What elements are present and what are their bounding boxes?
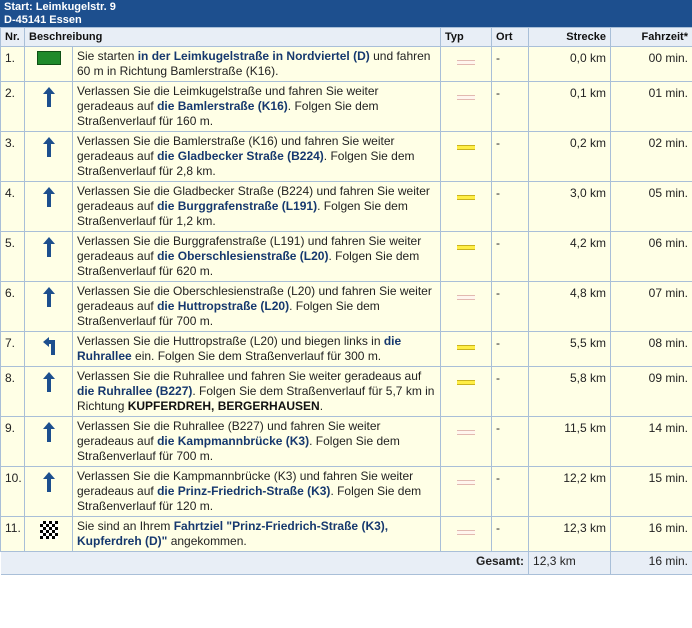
step-description: Verlassen Sie die Kampmannbrücke (K3) und fahren Sie weiter geradeaus auf die Prinz-Friedrich-Straße (K3). Folgen Sie dem Straßenverlauf für 120 m. [73, 467, 441, 517]
road-type-icon [457, 480, 475, 485]
step-number: 5. [1, 232, 25, 282]
step-distance: 5,5 km [529, 332, 611, 367]
total-time: 16 min. [611, 552, 692, 575]
step-location: - [492, 182, 529, 232]
step-distance: 4,8 km [529, 282, 611, 332]
turn-left-icon [40, 345, 58, 359]
col-header-strecke: Strecke [529, 28, 611, 47]
step-description: Sie sind an Ihrem Fahrtziel "Prinz-Friedrich-Straße (K3), Kupferdreh (D)" angekommen. [73, 517, 441, 552]
arrow-up-icon [42, 432, 56, 446]
route-table [0, 27, 692, 575]
route-step-row [1, 232, 692, 282]
step-number: 2. [1, 82, 25, 132]
step-location: - [492, 467, 529, 517]
road-type [441, 182, 492, 232]
road-type [441, 332, 492, 367]
step-location: - [492, 282, 529, 332]
total-distance: 12,3 km [529, 552, 611, 575]
step-number: 10. [1, 467, 25, 517]
arrow-up-icon [42, 247, 56, 261]
arrow-up-icon [42, 147, 56, 161]
step-time: 02 min. [611, 132, 692, 182]
road-type-icon [457, 345, 475, 350]
road-type [441, 417, 492, 467]
road-type-icon [457, 530, 475, 535]
step-time: 06 min. [611, 232, 692, 282]
step-time: 15 min. [611, 467, 692, 517]
step-number: 7. [1, 332, 25, 367]
step-number: 8. [1, 367, 25, 417]
road-type [441, 232, 492, 282]
step-distance: 0,0 km [529, 47, 611, 82]
road-type [441, 132, 492, 182]
step-time: 05 min. [611, 182, 692, 232]
step-time: 08 min. [611, 332, 692, 367]
direction-name: KUPFERDREH, BERGERHAUSEN [127, 399, 320, 413]
step-description: Verlassen Sie die Gladbecker Straße (B224) und fahren Sie weiter geradeaus auf die Burggrafenstraße (L191). Folgen Sie dem Straßenverlauf für 1,2 km. [73, 182, 441, 232]
step-distance: 12,3 km [529, 517, 611, 552]
step-distance: 5,8 km [529, 367, 611, 417]
arrow-up-icon [42, 382, 56, 396]
step-number: 6. [1, 282, 25, 332]
start-icon [37, 54, 61, 68]
road-type [441, 282, 492, 332]
step-description: Verlassen Sie die Burggrafenstraße (L191) und fahren Sie weiter geradeaus auf die Oberschlesienstraße (L20). Folgen Sie dem Straßenverlauf für 620 m. [73, 232, 441, 282]
step-description: Verlassen Sie die Ruhrallee (B227) und fahren Sie weiter geradeaus auf die Kampmannbrücke (K3). Folgen Sie dem Straßenverlauf für 700 m. [73, 417, 441, 467]
road-type-icon [457, 195, 475, 200]
step-distance: 0,1 km [529, 82, 611, 132]
arrow-up-icon [42, 197, 56, 211]
street-name: die Gladbecker Straße (B224) [157, 149, 324, 163]
road-type-icon [457, 60, 475, 65]
col-header-beschreibung: Beschreibung [25, 28, 441, 47]
route-step-row [1, 517, 692, 552]
step-time: 16 min. [611, 517, 692, 552]
street-name: die Burggrafenstraße (L191) [157, 199, 318, 213]
total-row [1, 552, 692, 575]
start-city-line: D-45141 Essen [4, 14, 82, 26]
road-type [441, 82, 492, 132]
table-header-row [1, 28, 692, 47]
route-step-row [1, 467, 692, 517]
step-number: 3. [1, 132, 25, 182]
total-label: Gesamt: [1, 552, 529, 575]
step-distance: 12,2 km [529, 467, 611, 517]
step-time: 01 min. [611, 82, 692, 132]
step-location: - [492, 367, 529, 417]
street-name: Fahrtziel "Prinz-Friedrich-Straße (K3), Kupferdreh (D)" [77, 519, 389, 548]
step-time: 00 min. [611, 47, 692, 82]
street-name: die Ruhrallee [77, 334, 402, 363]
street-name: die Prinz-Friedrich-Straße (K3) [157, 484, 331, 498]
step-location: - [492, 47, 529, 82]
step-location: - [492, 82, 529, 132]
road-type [441, 467, 492, 517]
step-distance: 0,2 km [529, 132, 611, 182]
step-description: Verlassen Sie die Huttropstraße (L20) und biegen links in die Ruhrallee ein. Folgen Sie dem Straßenverlauf für 300 m. [73, 332, 441, 367]
step-location: - [492, 417, 529, 467]
step-description: Sie starten in der Leimkugelstraße in Nordviertel (D) und fahren 60 m in Richtung Bamlerstraße (K16). [73, 47, 441, 82]
step-number: 4. [1, 182, 25, 232]
route-step-row [1, 367, 692, 417]
road-type [441, 367, 492, 417]
road-type [441, 47, 492, 82]
street-name: die Huttropstraße (L20) [157, 299, 290, 313]
road-type-icon [457, 295, 475, 300]
step-number: 1. [1, 47, 25, 82]
route-step-row [1, 47, 692, 82]
road-type-icon [457, 145, 475, 150]
arrow-up-icon [42, 482, 56, 496]
road-type-icon [457, 95, 475, 100]
step-number: 11. [1, 517, 25, 552]
col-header-ort: Ort [492, 28, 529, 47]
route-step-row [1, 417, 692, 467]
street-name: die Oberschlesienstraße (L20) [157, 249, 329, 263]
arrow-up-icon [42, 97, 56, 111]
road-type [441, 517, 492, 552]
route-step-row [1, 282, 692, 332]
route-step-row [1, 82, 692, 132]
road-type-icon [457, 245, 475, 250]
route-step-row [1, 332, 692, 367]
col-header-fahrzeit: Fahrzeit* [611, 28, 692, 47]
street-name: die Ruhrallee (B227) [77, 384, 193, 398]
road-type-icon [457, 380, 475, 385]
road-type-icon [457, 430, 475, 435]
step-time: 09 min. [611, 367, 692, 417]
col-header-typ: Typ [441, 28, 492, 47]
arrow-up-icon [42, 297, 56, 311]
step-time: 07 min. [611, 282, 692, 332]
finish-flag-icon [40, 528, 58, 542]
step-description: Verlassen Sie die Oberschlesienstraße (L20) und fahren Sie weiter geradeaus auf die Huttropstraße (L20). Folgen Sie dem Straßenverlauf für 700 m. [73, 282, 441, 332]
start-address-line: Start: Leimkugelstr. 9 [4, 1, 116, 13]
step-distance: 11,5 km [529, 417, 611, 467]
step-location: - [492, 517, 529, 552]
step-number: 9. [1, 417, 25, 467]
route-step-row [1, 182, 692, 232]
step-location: - [492, 332, 529, 367]
step-description: Verlassen Sie die Leimkugelstraße und fahren Sie weiter geradeaus auf die Bamlerstraße (K16). Folgen Sie dem Straßenverlauf für 160 m. [73, 82, 441, 132]
street-name: die Kampmannbrücke (K3) [157, 434, 310, 448]
col-header-nr: Nr. [1, 28, 25, 47]
step-location: - [492, 232, 529, 282]
step-description: Verlassen Sie die Ruhrallee und fahren Sie weiter geradeaus auf die Ruhrallee (B227). Folgen Sie dem Straßenverlauf für 5,7 km in Richtung KUPFERDREH, BERGERHAUSEN. [73, 367, 441, 417]
step-location: - [492, 132, 529, 182]
route-step-row [1, 132, 692, 182]
street-name: in der Leimkugelstraße in Nordviertel (D) [137, 49, 370, 63]
street-name: die Bamlerstraße (K16) [157, 99, 288, 113]
step-time: 14 min. [611, 417, 692, 467]
step-distance: 4,2 km [529, 232, 611, 282]
step-description: Verlassen Sie die Bamlerstraße (K16) und fahren Sie weiter geradeaus auf die Gladbecker Straße (B224). Folgen Sie dem Straßenverlauf für 2,8 km. [73, 132, 441, 182]
step-distance: 3,0 km [529, 182, 611, 232]
route-header [0, 0, 692, 27]
